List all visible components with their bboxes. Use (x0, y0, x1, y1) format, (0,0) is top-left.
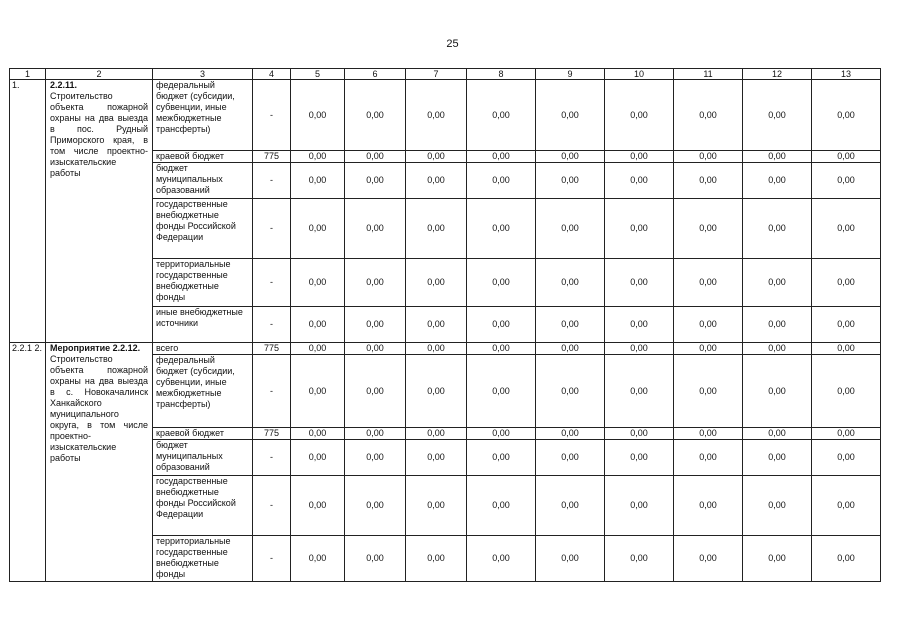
funding-source: федеральный бюджет (субсидии, субвенции, иные межбюджетные трансферты) (153, 355, 253, 428)
value-cell: 0,00 (406, 440, 467, 476)
value-cell: 0,00 (467, 355, 536, 428)
funding-source: территориальные государственные внебюджетные фонды (153, 536, 253, 582)
value-cell: 0,00 (345, 151, 406, 163)
value-cell: 0,00 (812, 151, 881, 163)
value-cell: 0,00 (674, 307, 743, 343)
code-cell: 775 (253, 343, 291, 355)
value-cell: 0,00 (674, 151, 743, 163)
value-cell: 0,00 (674, 536, 743, 582)
value-cell: 0,00 (345, 259, 406, 307)
value-cell: 0,00 (536, 343, 605, 355)
value-cell: 0,00 (406, 428, 467, 440)
value-cell: 0,00 (674, 440, 743, 476)
value-cell: 0,00 (743, 428, 812, 440)
code-cell: - (253, 476, 291, 536)
value-cell: 0,00 (536, 307, 605, 343)
item-name-cell (46, 80, 153, 343)
value-cell: 0,00 (536, 259, 605, 307)
value-cell: 0,00 (674, 80, 743, 151)
value-cell: 0,00 (812, 80, 881, 151)
value-cell: 0,00 (467, 199, 536, 259)
column-header: 7 (406, 69, 467, 80)
value-cell: 0,00 (605, 151, 674, 163)
value-cell: 0,00 (674, 476, 743, 536)
value-cell: 0,00 (743, 343, 812, 355)
value-cell: 0,00 (812, 428, 881, 440)
funding-source: территориальные государственные внебюджетные фонды (153, 259, 253, 307)
column-header: 12 (743, 69, 812, 80)
value-cell: 0,00 (536, 440, 605, 476)
value-cell: 0,00 (812, 536, 881, 582)
value-cell: 0,00 (345, 428, 406, 440)
value-cell: 0,00 (291, 428, 345, 440)
value-cell: 0,00 (605, 259, 674, 307)
value-cell: 0,00 (674, 343, 743, 355)
value-cell: 0,00 (291, 80, 345, 151)
value-cell: 0,00 (467, 536, 536, 582)
value-cell: 0,00 (467, 476, 536, 536)
item-description: Строительство объекта пожарной охраны на два выезда в с. Новокачалинск Ханкайского муниципального округа, в том числе проектно-изыскательские работы (50, 354, 148, 463)
code-cell: - (253, 163, 291, 199)
funding-source: краевой бюджет (153, 428, 253, 440)
value-cell: 0,00 (406, 536, 467, 582)
code-cell: - (253, 355, 291, 428)
column-header: 11 (674, 69, 743, 80)
value-cell: 0,00 (674, 428, 743, 440)
funding-source: федеральный бюджет (субсидии, субвенции, иные межбюджетные трансферты) (153, 80, 253, 151)
value-cell: 0,00 (743, 80, 812, 151)
header-row (10, 69, 881, 80)
table-body (10, 69, 881, 582)
value-cell: 0,00 (743, 476, 812, 536)
item-description: Строительство объекта пожарной охраны на два выезда в пос. Рудный Приморского края, в том числе проектно-изыскательские работы (50, 91, 148, 178)
value-cell: 0,00 (536, 355, 605, 428)
value-cell: 0,00 (674, 199, 743, 259)
value-cell: 0,00 (406, 476, 467, 536)
value-cell: 0,00 (605, 199, 674, 259)
value-cell: 0,00 (467, 80, 536, 151)
code-cell: - (253, 307, 291, 343)
value-cell: 0,00 (345, 307, 406, 343)
value-cell: 0,00 (605, 476, 674, 536)
table-row (10, 80, 881, 151)
value-cell: 0,00 (345, 355, 406, 428)
funding-source: краевой бюджет (153, 151, 253, 163)
code-cell: 775 (253, 151, 291, 163)
funding-source: бюджет муниципальных образований (153, 440, 253, 476)
table-row (10, 343, 881, 355)
value-cell: 0,00 (291, 476, 345, 536)
code-cell: - (253, 199, 291, 259)
code-cell: - (253, 440, 291, 476)
item-name-cell (46, 343, 153, 582)
value-cell: 0,00 (345, 536, 406, 582)
column-header: 3 (153, 69, 253, 80)
value-cell: 0,00 (605, 440, 674, 476)
value-cell: 0,00 (406, 355, 467, 428)
value-cell: 0,00 (605, 307, 674, 343)
item-number: 1. (10, 80, 46, 343)
value-cell: 0,00 (406, 163, 467, 199)
funding-source: всего (153, 343, 253, 355)
value-cell: 0,00 (536, 163, 605, 199)
value-cell: 0,00 (536, 80, 605, 151)
value-cell: 0,00 (605, 355, 674, 428)
value-cell: 0,00 (674, 163, 743, 199)
value-cell: 0,00 (674, 355, 743, 428)
code-cell: - (253, 80, 291, 151)
value-cell: 0,00 (345, 440, 406, 476)
value-cell: 0,00 (345, 163, 406, 199)
column-header: 1 (10, 69, 46, 80)
value-cell: 0,00 (743, 151, 812, 163)
column-header: 5 (291, 69, 345, 80)
value-cell: 0,00 (291, 151, 345, 163)
code-cell: 775 (253, 428, 291, 440)
value-cell: 0,00 (291, 307, 345, 343)
value-cell: 0,00 (743, 440, 812, 476)
value-cell: 0,00 (291, 440, 345, 476)
value-cell: 0,00 (345, 199, 406, 259)
column-header: 13 (812, 69, 881, 80)
value-cell: 0,00 (291, 355, 345, 428)
value-cell: 0,00 (812, 476, 881, 536)
value-cell: 0,00 (605, 428, 674, 440)
value-cell: 0,00 (743, 536, 812, 582)
value-cell: 0,00 (406, 343, 467, 355)
value-cell: 0,00 (743, 259, 812, 307)
value-cell: 0,00 (406, 199, 467, 259)
value-cell: 0,00 (406, 151, 467, 163)
item-title: Мероприятие 2.2.12. (50, 343, 141, 353)
value-cell: 0,00 (743, 355, 812, 428)
code-cell: - (253, 259, 291, 307)
value-cell: 0,00 (812, 307, 881, 343)
value-cell: 0,00 (536, 536, 605, 582)
value-cell: 0,00 (536, 151, 605, 163)
funding-source: иные внебюджетные источники (153, 307, 253, 343)
value-cell: 0,00 (536, 428, 605, 440)
value-cell: 0,00 (812, 163, 881, 199)
value-cell: 0,00 (743, 307, 812, 343)
value-cell: 0,00 (406, 307, 467, 343)
page-number: 25 (446, 38, 459, 50)
value-cell: 0,00 (536, 199, 605, 259)
value-cell: 0,00 (812, 199, 881, 259)
column-header: 6 (345, 69, 406, 80)
value-cell: 0,00 (536, 476, 605, 536)
value-cell: 0,00 (345, 343, 406, 355)
value-cell: 0,00 (345, 80, 406, 151)
item-title: 2.2.11. (50, 80, 78, 90)
value-cell: 0,00 (743, 199, 812, 259)
column-header: 10 (605, 69, 674, 80)
value-cell: 0,00 (812, 259, 881, 307)
code-cell: - (253, 536, 291, 582)
value-cell: 0,00 (291, 199, 345, 259)
funding-source: государственные внебюджетные фонды Российской Федерации (153, 476, 253, 536)
value-cell: 0,00 (812, 355, 881, 428)
column-header: 4 (253, 69, 291, 80)
value-cell: 0,00 (812, 343, 881, 355)
value-cell: 0,00 (406, 80, 467, 151)
value-cell: 0,00 (467, 343, 536, 355)
value-cell: 0,00 (605, 163, 674, 199)
budget-table (9, 68, 881, 582)
value-cell: 0,00 (467, 307, 536, 343)
value-cell: 0,00 (467, 259, 536, 307)
value-cell: 0,00 (467, 151, 536, 163)
value-cell: 0,00 (406, 259, 467, 307)
funding-source: государственные внебюджетные фонды Российской Федерации (153, 199, 253, 259)
value-cell: 0,00 (467, 428, 536, 440)
value-cell: 0,00 (743, 163, 812, 199)
value-cell: 0,00 (467, 440, 536, 476)
value-cell: 0,00 (605, 343, 674, 355)
value-cell: 0,00 (291, 343, 345, 355)
value-cell: 0,00 (605, 80, 674, 151)
column-header: 2 (46, 69, 153, 80)
value-cell: 0,00 (605, 536, 674, 582)
column-header: 8 (467, 69, 536, 80)
value-cell: 0,00 (467, 163, 536, 199)
value-cell: 0,00 (345, 476, 406, 536)
column-header: 9 (536, 69, 605, 80)
value-cell: 0,00 (812, 440, 881, 476)
item-number: 2.2.1 2. (10, 343, 46, 582)
value-cell: 0,00 (291, 259, 345, 307)
value-cell: 0,00 (291, 536, 345, 582)
funding-source: бюджет муниципальных образований (153, 163, 253, 199)
value-cell: 0,00 (674, 259, 743, 307)
value-cell: 0,00 (291, 163, 345, 199)
